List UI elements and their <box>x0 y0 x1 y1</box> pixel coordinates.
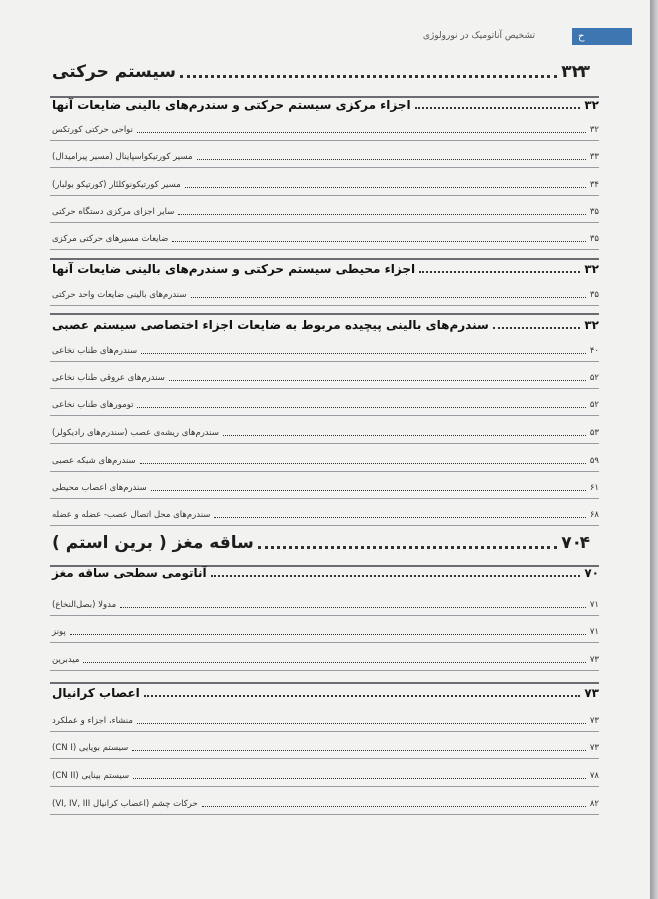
row-divider <box>50 195 599 196</box>
dot-leader <box>419 271 580 273</box>
toc-entry-row[interactable] <box>52 655 599 665</box>
dot-leader <box>493 327 581 329</box>
page-letter-badge: ح <box>572 28 632 45</box>
toc-chapter-row[interactable] <box>52 62 582 82</box>
toc-page-number: ۳۲ <box>584 318 599 332</box>
toc-page-number: ۸۲ <box>589 799 599 809</box>
dot-leader <box>70 634 586 635</box>
toc-entry-title: سندرم‌های طناب نخاعی <box>52 346 138 356</box>
chapter-number: ۴ <box>579 533 590 553</box>
running-header-title: تشخیص آناتومیک در نورولوژی <box>422 31 535 41</box>
toc-entry-row[interactable] <box>52 510 599 520</box>
chapter-number: ۳ <box>579 62 590 82</box>
toc-entry-title: سندرم‌های بالینی ضایعات واحد حرکتی <box>52 290 187 300</box>
row-divider <box>50 249 599 250</box>
toc-entry-title: سندرم‌های ریشه‌ی عصب (سندرم‌های رادیکولر) <box>52 428 219 438</box>
toc-entry-title: آناتومی سطحی ساقه مغز <box>52 566 207 580</box>
toc-entry-title: سندرم‌های شبکه عصبی <box>52 456 136 466</box>
toc-section-row[interactable] <box>52 686 599 700</box>
toc-entry-row[interactable] <box>52 373 599 383</box>
section-divider <box>50 258 599 260</box>
toc-page-number: ۷۳ <box>589 655 599 665</box>
toc-entry-row[interactable] <box>52 483 599 493</box>
page-edge <box>650 0 658 899</box>
dot-leader <box>191 297 586 298</box>
dot-leader <box>178 214 585 215</box>
toc-page-number: ۳۲ <box>589 125 599 135</box>
toc-page-number: ۶۸ <box>589 510 599 520</box>
toc-entry-row[interactable] <box>52 456 599 466</box>
toc-entry-row[interactable] <box>52 125 599 135</box>
toc-page-number: ۵۲ <box>589 400 599 410</box>
toc-entry-title: سندرم‌های بالینی پیچیده مربوط به ضایعات اجزاء اختصاصی سیستم عصبی <box>52 318 489 332</box>
toc-page-number: ۳۲ <box>584 262 599 276</box>
dot-leader <box>140 463 586 464</box>
toc-entry-row[interactable] <box>52 290 599 300</box>
dot-leader <box>169 380 586 381</box>
toc-entry-title: سندرم‌های محل اتصال عصب- عضله و عضله <box>52 510 211 520</box>
dot-leader <box>83 662 585 663</box>
toc-page-number: ۵۲ <box>589 373 599 383</box>
toc-entry-title: حرکات چشم (اعصاب کرانیال VI, IV, III) <box>52 799 198 809</box>
toc-section-row[interactable] <box>52 98 599 112</box>
toc-entry-row[interactable] <box>52 207 599 217</box>
dot-leader <box>415 107 581 109</box>
toc-entry-title: ضایعات مسیرهای حرکتی مرکزی <box>52 234 169 244</box>
row-divider <box>50 361 599 362</box>
toc-entry-title: اعصاب کرانیال <box>52 686 140 700</box>
toc-page-number: ۷۱ <box>589 600 599 610</box>
toc-page-number: ۳۲ <box>584 98 599 112</box>
toc-entry-row[interactable] <box>52 600 599 610</box>
row-divider <box>50 670 599 671</box>
section-divider <box>50 313 599 315</box>
toc-entry-title: نواحی حرکتی کورتکس <box>52 125 133 135</box>
row-divider <box>50 525 599 526</box>
dot-leader <box>132 750 586 751</box>
toc-entry-title: سایر اجزای مرکزی دستگاه حرکتی <box>52 207 175 217</box>
toc-entry-title: اجزاء محیطی سیستم حرکتی و سندرم‌های بالینی ضایعات آنها <box>52 262 416 276</box>
dot-leader <box>137 132 586 133</box>
toc-page-number: ۳۲ <box>561 62 582 82</box>
toc-entry-title: تومورهای طناب نخاعی <box>52 400 134 410</box>
toc-entry-row[interactable] <box>52 428 599 438</box>
toc-page-number: ۷۳ <box>589 716 599 726</box>
toc-page-number: ۳۳ <box>589 152 599 162</box>
dot-leader <box>258 546 557 549</box>
row-divider <box>50 415 599 416</box>
toc-page-number: ۴۰ <box>589 346 599 356</box>
toc-entry-row[interactable] <box>52 743 599 753</box>
toc-page-number: ۳۵ <box>589 207 599 217</box>
toc-entry-title: سندرم‌های عروقی طناب نخاعی <box>52 373 165 383</box>
toc-page-number: ۷۱ <box>589 627 599 637</box>
toc-page-number: ۵۳ <box>589 428 599 438</box>
toc-entry-row[interactable] <box>52 771 599 781</box>
row-divider <box>50 814 599 815</box>
toc-entry-title: مدولا (بصل‌النخاع) <box>52 600 117 610</box>
toc-entry-row[interactable] <box>52 799 599 809</box>
toc-entry-title: سیستم بینایی (CN II) <box>52 771 130 781</box>
toc-entry-row[interactable] <box>52 346 599 356</box>
toc-entry-row[interactable] <box>52 234 599 244</box>
toc-page-number: ۳۵ <box>589 290 599 300</box>
row-divider <box>50 642 599 643</box>
dot-leader <box>185 187 586 188</box>
row-divider <box>50 167 599 168</box>
toc-page-number: ۷۰ <box>561 533 582 553</box>
toc-entry-title: سندرم‌های اعصاب محیطی <box>52 483 147 493</box>
row-divider <box>50 471 599 472</box>
row-divider <box>50 443 599 444</box>
toc-entry-title: مسیر کورتیکونوکلئار (کورتیکو بولبار) <box>52 180 181 190</box>
toc-page-number: ۶۱ <box>589 483 599 493</box>
row-divider <box>50 305 599 306</box>
toc-page-number: ۳۴ <box>589 180 599 190</box>
row-divider <box>50 731 599 732</box>
toc-page-number: ۳۵ <box>589 234 599 244</box>
dot-leader <box>151 490 586 491</box>
dot-leader <box>144 695 581 697</box>
row-divider <box>50 786 599 787</box>
dot-leader <box>211 575 581 577</box>
toc-entry-row[interactable] <box>52 400 599 410</box>
row-divider <box>50 498 599 499</box>
toc-entry-row[interactable] <box>52 627 599 637</box>
dot-leader <box>223 435 586 436</box>
dot-leader <box>214 517 585 518</box>
dot-leader <box>133 778 586 779</box>
toc-chapter-row[interactable] <box>52 533 582 553</box>
dot-leader <box>202 806 586 807</box>
dot-leader <box>180 75 557 78</box>
toc-entry-title: پونز <box>52 627 66 637</box>
toc-entry-title: اجزاء مرکزی سیستم حرکتی و سندرم‌های بالینی ضایعات آنها <box>52 98 411 112</box>
section-divider <box>50 682 599 684</box>
toc-entry-title: میدبرین <box>52 655 80 665</box>
row-divider <box>50 222 599 223</box>
row-divider <box>50 140 599 141</box>
toc-page-number: ۷۳ <box>589 743 599 753</box>
dot-leader <box>172 241 585 242</box>
dot-leader <box>137 407 585 408</box>
toc-section-row[interactable] <box>52 566 599 580</box>
row-divider <box>50 615 599 616</box>
toc-entry-title: ساقه مغز ( برین استم ) <box>52 533 254 553</box>
toc-page-number: ۷۰ <box>584 566 599 580</box>
dot-leader <box>197 159 586 160</box>
toc-entry-title: سیستم بویایی (CN I) <box>52 743 129 753</box>
dot-leader <box>120 607 586 608</box>
toc-entry-title: منشاء، اجزاء و عملکرد <box>52 716 133 726</box>
dot-leader <box>137 723 586 724</box>
toc-entry-row[interactable] <box>52 180 599 190</box>
toc-page-number: ۷۸ <box>589 771 599 781</box>
toc-section-row[interactable] <box>52 318 599 332</box>
toc-entry-row[interactable] <box>52 716 599 726</box>
toc-section-row[interactable] <box>52 262 599 276</box>
toc-page-number: ۵۹ <box>589 456 599 466</box>
dot-leader <box>141 353 586 354</box>
toc-entry-title: مسیر کورتیکواسپاینال (مسیر پیرامیدال) <box>52 152 193 162</box>
toc-page-number: ۷۳ <box>584 686 599 700</box>
row-divider <box>50 388 599 389</box>
row-divider <box>50 758 599 759</box>
toc-entry-row[interactable] <box>52 152 599 162</box>
toc-entry-title: سیستم حرکتی <box>52 62 176 82</box>
